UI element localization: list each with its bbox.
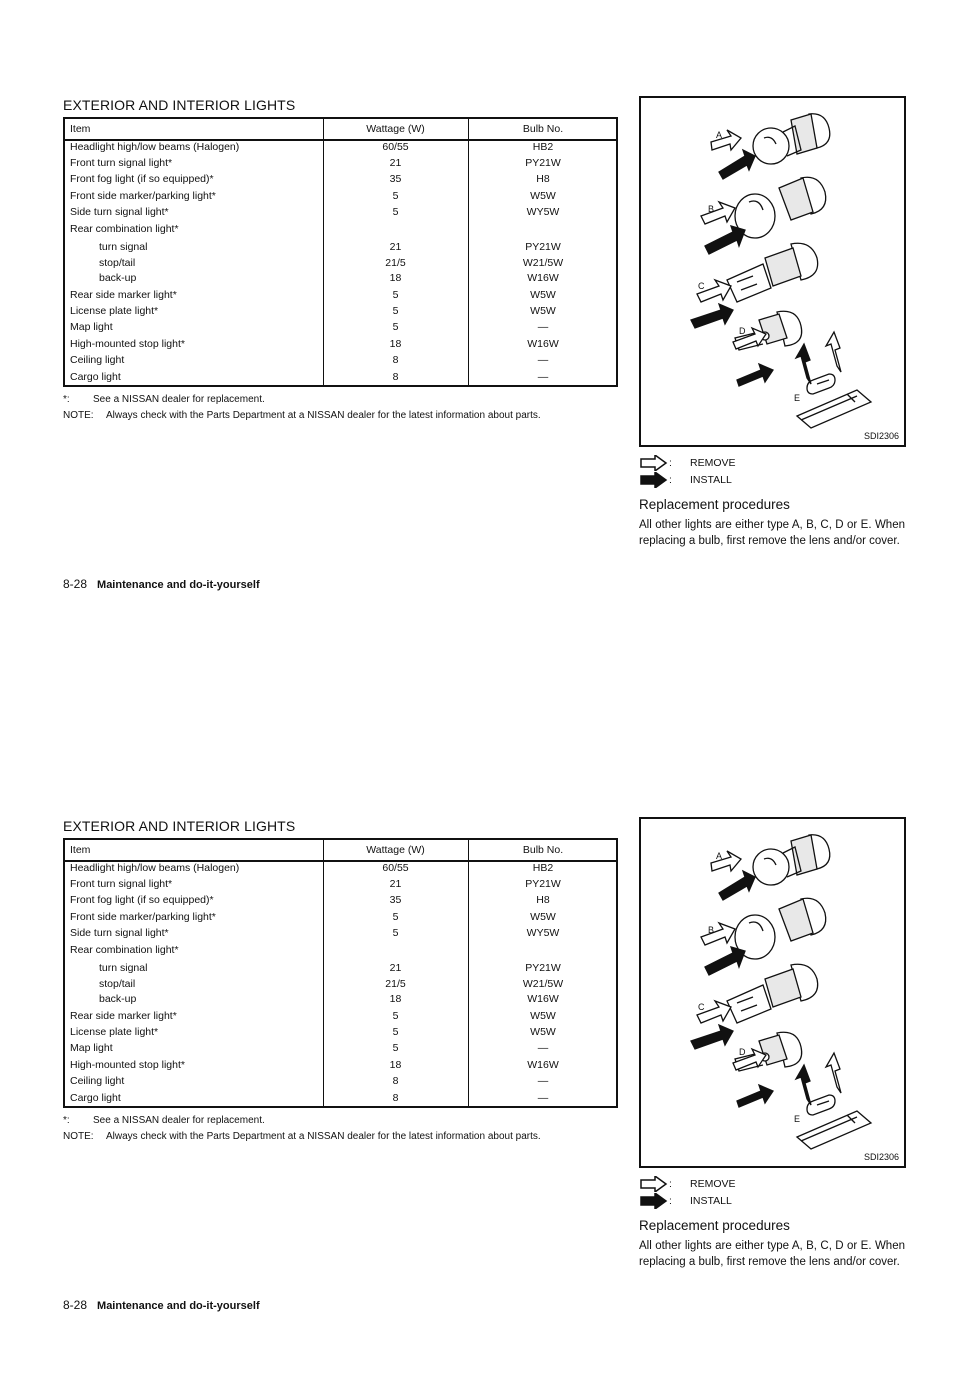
cell-bulb-no: — bbox=[537, 321, 549, 333]
table-row bbox=[65, 944, 616, 960]
cell-bulb-no: — bbox=[537, 354, 549, 366]
table-row bbox=[65, 1042, 616, 1058]
legend-colon: : bbox=[669, 1195, 672, 1207]
table-row bbox=[65, 862, 616, 878]
note-text: Always check with the Parts Department at a NISSAN dealer for the latest information about parts. bbox=[106, 410, 541, 421]
cell-item: turn signal bbox=[99, 962, 148, 974]
figure-label-e: E bbox=[794, 393, 801, 403]
table-row bbox=[65, 978, 616, 994]
cell-bulb-no: — bbox=[537, 1075, 549, 1087]
cell-item: License plate light* bbox=[70, 305, 159, 317]
table-row bbox=[65, 289, 616, 305]
cell-wattage: 5 bbox=[392, 927, 399, 939]
cell-wattage: 18 bbox=[389, 993, 402, 1005]
footnote-mark: *: bbox=[63, 394, 70, 405]
section-title: EXTERIOR AND INTERIOR LIGHTS bbox=[63, 97, 296, 113]
chapter-title: Maintenance and do-it-yourself bbox=[97, 1300, 260, 1312]
manual-page bbox=[0, 0, 954, 675]
bulb-illustrations bbox=[641, 819, 904, 1166]
cell-bulb-no: W5W bbox=[530, 1010, 556, 1022]
table-header bbox=[65, 119, 616, 141]
table-row bbox=[65, 1075, 616, 1091]
footnote-text: See a NISSAN dealer for replacement. bbox=[93, 394, 265, 405]
install-arrow-icon bbox=[639, 1193, 669, 1209]
cell-item: stop/tail bbox=[99, 257, 136, 269]
figure-label-e: E bbox=[794, 1114, 801, 1124]
table-row bbox=[65, 894, 616, 910]
table-row bbox=[65, 223, 616, 239]
procedure-paragraph: All other lights are either type A, B, C, D or E. When replacing a bulb, first remove the lens and/or cover. bbox=[639, 519, 905, 547]
cell-item: Headlight high/low beams (Halogen) bbox=[70, 862, 240, 874]
legend-colon: : bbox=[669, 1178, 672, 1190]
bulb-types-figure bbox=[639, 817, 906, 1168]
table-row bbox=[65, 141, 616, 157]
bulb-types-figure bbox=[639, 96, 906, 447]
cell-bulb-no: WY5W bbox=[526, 927, 560, 939]
table-row bbox=[65, 911, 616, 927]
table-row bbox=[65, 1026, 616, 1042]
cell-item: Front fog light (if so equipped)* bbox=[70, 894, 214, 906]
header-bulb-no: Bulb No. bbox=[522, 123, 564, 135]
figure-id: SDI2306 bbox=[863, 1152, 899, 1162]
table-row bbox=[65, 206, 616, 222]
table-row bbox=[65, 962, 616, 978]
bulb-specification-table bbox=[63, 838, 618, 1108]
cell-wattage: 35 bbox=[389, 173, 402, 185]
table-row bbox=[65, 927, 616, 943]
figure-label-b: B bbox=[708, 204, 715, 214]
page-number: 8-28 bbox=[63, 577, 88, 591]
cell-item: Side turn signal light* bbox=[70, 927, 169, 939]
cell-bulb-no: W16W bbox=[527, 1059, 559, 1071]
cell-item: Rear combination light* bbox=[70, 944, 179, 956]
cell-item: Cargo light bbox=[70, 371, 121, 383]
page-footer bbox=[63, 577, 260, 591]
figure-label-a: A bbox=[716, 130, 723, 140]
bulb-illustrations bbox=[641, 98, 904, 445]
cell-item: Headlight high/low beams (Halogen) bbox=[70, 141, 240, 153]
install-arrow-icon bbox=[639, 472, 669, 488]
cell-wattage: 21 bbox=[389, 157, 402, 169]
header-wattage: Wattage (W) bbox=[366, 844, 425, 856]
cell-wattage: 5 bbox=[392, 321, 399, 333]
cell-wattage: 8 bbox=[392, 354, 399, 366]
cell-bulb-no: PY21W bbox=[525, 962, 561, 974]
cell-item: Map light bbox=[70, 1042, 113, 1054]
legend-remove-label: REMOVE bbox=[690, 1178, 736, 1190]
cell-item: Rear side marker light* bbox=[70, 1010, 177, 1022]
table-row bbox=[65, 1092, 616, 1108]
cell-bulb-no: W5W bbox=[530, 911, 556, 923]
cell-item: Ceiling light bbox=[70, 354, 125, 366]
note-text: Always check with the Parts Department at a NISSAN dealer for the latest information about parts. bbox=[106, 1131, 541, 1142]
table-row bbox=[65, 1010, 616, 1026]
remove-arrow-icon bbox=[639, 1176, 669, 1192]
table-row bbox=[65, 305, 616, 321]
subsection-title: Replacement procedures bbox=[639, 1218, 790, 1233]
manual-page bbox=[0, 721, 954, 1396]
cell-wattage: 60/55 bbox=[382, 141, 409, 153]
legend-install bbox=[639, 472, 839, 488]
cell-bulb-no: H8 bbox=[536, 894, 550, 906]
cell-wattage: 35 bbox=[389, 894, 402, 906]
cell-wattage: 5 bbox=[392, 289, 399, 301]
cell-wattage: 8 bbox=[392, 371, 399, 383]
table-row bbox=[65, 371, 616, 387]
cell-item: High-mounted stop light* bbox=[70, 338, 185, 350]
cell-item: Ceiling light bbox=[70, 1075, 125, 1087]
figure-label-c: C bbox=[698, 1002, 705, 1012]
cell-wattage: 5 bbox=[392, 1010, 399, 1022]
cell-bulb-no: W5W bbox=[530, 1026, 556, 1038]
cell-bulb-no: W16W bbox=[527, 338, 559, 350]
cell-item: License plate light* bbox=[70, 1026, 159, 1038]
legend-install-label: INSTALL bbox=[690, 1195, 732, 1207]
cell-item: back-up bbox=[99, 993, 137, 1005]
cell-wattage: 21 bbox=[389, 241, 402, 253]
cell-wattage: 21/5 bbox=[385, 978, 406, 990]
legend-remove-label: REMOVE bbox=[690, 457, 736, 469]
cell-bulb-no: W5W bbox=[530, 305, 556, 317]
table-header bbox=[65, 840, 616, 862]
legend-install-label: INSTALL bbox=[690, 474, 732, 486]
legend-colon: : bbox=[669, 457, 672, 469]
bulb-specification-table bbox=[63, 117, 618, 387]
cell-wattage: 60/55 bbox=[382, 862, 409, 874]
cell-item: Front turn signal light* bbox=[70, 157, 173, 169]
cell-item: Rear combination light* bbox=[70, 223, 179, 235]
header-item: Item bbox=[70, 844, 91, 856]
procedure-paragraph: All other lights are either type A, B, C, D or E. When replacing a bulb, first remove the lens and/or cover. bbox=[639, 1240, 905, 1268]
footnote-text: See a NISSAN dealer for replacement. bbox=[93, 1115, 265, 1126]
page-footer bbox=[63, 1298, 260, 1312]
cell-item: turn signal bbox=[99, 241, 148, 253]
table-row bbox=[65, 157, 616, 173]
cell-item: Side turn signal light* bbox=[70, 206, 169, 218]
note-mark: NOTE: bbox=[63, 1131, 94, 1142]
cell-item: Map light bbox=[70, 321, 113, 333]
header-wattage: Wattage (W) bbox=[366, 123, 425, 135]
cell-item: Front fog light (if so equipped)* bbox=[70, 173, 214, 185]
cell-wattage: 8 bbox=[392, 1075, 399, 1087]
cell-item: Rear side marker light* bbox=[70, 289, 177, 301]
table-row bbox=[65, 878, 616, 894]
cell-item: stop/tail bbox=[99, 978, 136, 990]
cell-wattage: 21/5 bbox=[385, 257, 406, 269]
cell-bulb-no: HB2 bbox=[532, 862, 554, 874]
subsection-title: Replacement procedures bbox=[639, 497, 790, 512]
table-row bbox=[65, 338, 616, 354]
cell-bulb-no: PY21W bbox=[525, 241, 561, 253]
cell-bulb-no: W21/5W bbox=[522, 978, 564, 990]
cell-wattage: 21 bbox=[389, 962, 402, 974]
figure-label-d: D bbox=[739, 1047, 746, 1057]
cell-bulb-no: — bbox=[537, 1042, 549, 1054]
cell-bulb-no: — bbox=[537, 371, 549, 383]
legend-install bbox=[639, 1193, 839, 1209]
cell-wattage: 5 bbox=[392, 911, 399, 923]
header-item: Item bbox=[70, 123, 91, 135]
cell-item: Front side marker/parking light* bbox=[70, 911, 216, 923]
table-row bbox=[65, 257, 616, 273]
cell-wattage: 21 bbox=[389, 878, 402, 890]
table-row bbox=[65, 354, 616, 370]
table-row bbox=[65, 1059, 616, 1075]
figure-label-b: B bbox=[708, 925, 715, 935]
figure-id: SDI2306 bbox=[863, 431, 899, 441]
footnote-mark: *: bbox=[63, 1115, 70, 1126]
legend-remove bbox=[639, 455, 839, 471]
page-number: 8-28 bbox=[63, 1298, 88, 1312]
cell-wattage: 5 bbox=[392, 1042, 399, 1054]
table-row bbox=[65, 173, 616, 189]
cell-bulb-no: W5W bbox=[530, 289, 556, 301]
cell-bulb-no: PY21W bbox=[525, 157, 561, 169]
cell-bulb-no: W16W bbox=[527, 272, 559, 284]
section-title: EXTERIOR AND INTERIOR LIGHTS bbox=[63, 818, 296, 834]
cell-wattage: 18 bbox=[389, 338, 402, 350]
cell-wattage: 18 bbox=[389, 1059, 402, 1071]
cell-bulb-no: HB2 bbox=[532, 141, 554, 153]
cell-wattage: 5 bbox=[392, 305, 399, 317]
legend-colon: : bbox=[669, 474, 672, 486]
cell-bulb-no: WY5W bbox=[526, 206, 560, 218]
cell-bulb-no: W16W bbox=[527, 993, 559, 1005]
figure-label-a: A bbox=[716, 851, 723, 861]
cell-item: High-mounted stop light* bbox=[70, 1059, 185, 1071]
cell-wattage: 5 bbox=[392, 206, 399, 218]
cell-bulb-no: W5W bbox=[530, 190, 556, 202]
cell-wattage: 8 bbox=[392, 1092, 399, 1104]
note-mark: NOTE: bbox=[63, 410, 94, 421]
cell-wattage: 5 bbox=[392, 1026, 399, 1038]
legend-remove bbox=[639, 1176, 839, 1192]
table-row bbox=[65, 190, 616, 206]
cell-wattage: 18 bbox=[389, 272, 402, 284]
cell-bulb-no: H8 bbox=[536, 173, 550, 185]
table-row bbox=[65, 321, 616, 337]
cell-bulb-no: PY21W bbox=[525, 878, 561, 890]
cell-item: back-up bbox=[99, 272, 137, 284]
chapter-title: Maintenance and do-it-yourself bbox=[97, 579, 260, 591]
figure-label-d: D bbox=[739, 326, 746, 336]
cell-item: Front side marker/parking light* bbox=[70, 190, 216, 202]
cell-item: Cargo light bbox=[70, 1092, 121, 1104]
remove-arrow-icon bbox=[639, 455, 669, 471]
table-row bbox=[65, 241, 616, 257]
cell-bulb-no: — bbox=[537, 1092, 549, 1104]
cell-item: Front turn signal light* bbox=[70, 878, 173, 890]
table-row bbox=[65, 993, 616, 1009]
figure-label-c: C bbox=[698, 281, 705, 291]
header-bulb-no: Bulb No. bbox=[522, 844, 564, 856]
cell-bulb-no: W21/5W bbox=[522, 257, 564, 269]
cell-wattage: 5 bbox=[392, 190, 399, 202]
table-row bbox=[65, 272, 616, 288]
